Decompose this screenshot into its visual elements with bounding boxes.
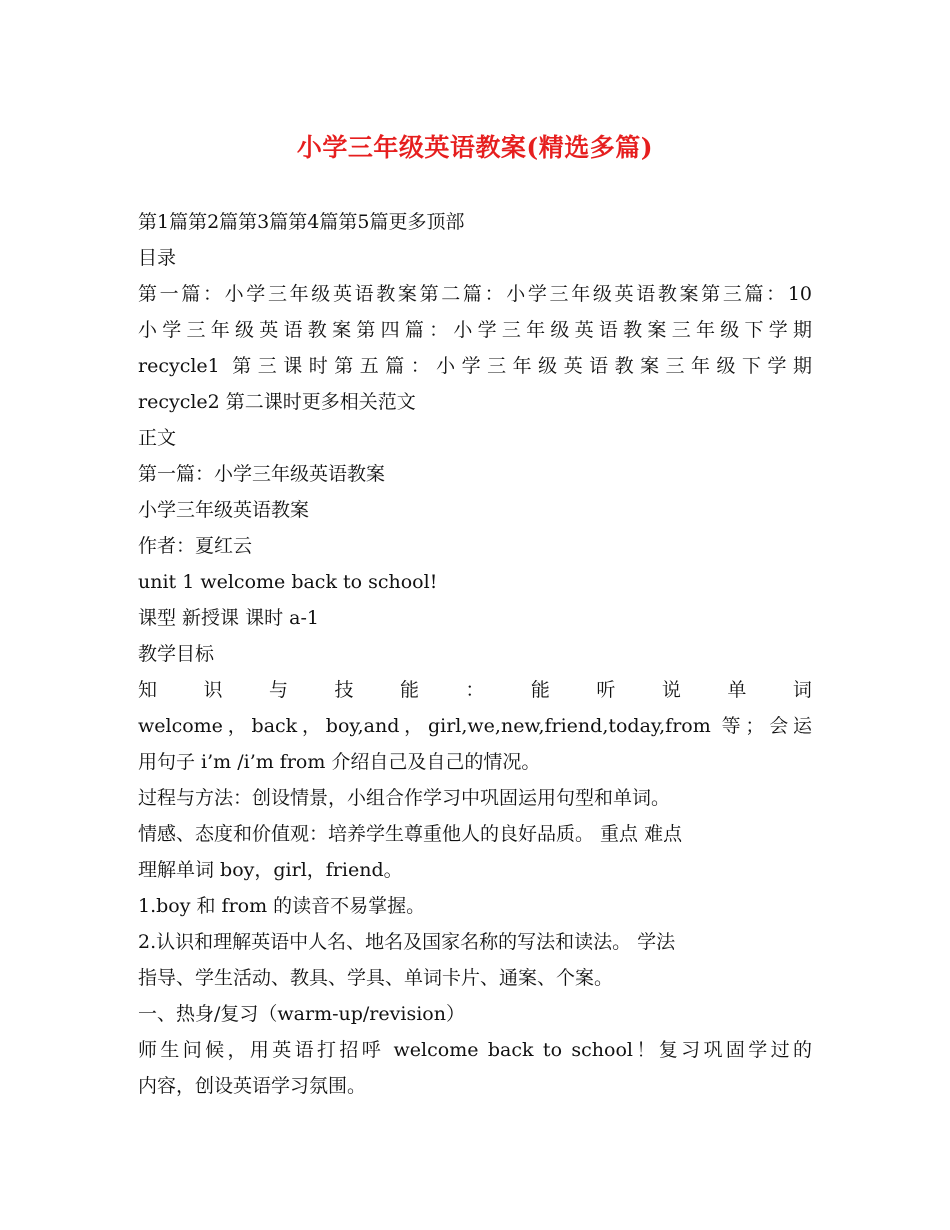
lesson-type: 课型 新授课 课时 a-1: [138, 607, 319, 629]
objectives-heading: 教学目标: [138, 643, 215, 665]
toc-line: 小学三年级英语教案第四篇：小学三年级英语教案三年级下学期: [138, 319, 812, 341]
body-heading: 正文: [138, 427, 177, 449]
toc-line: recycle1 第三课时第五篇：小学三年级英语教案三年级下学期: [138, 355, 812, 377]
sentence-line: 用句子 i’m /i’m from 介绍自己及自己的情况。: [138, 751, 541, 773]
process-method-line: 过程与方法：创设情景，小组合作学习中巩固运用句型和单词。: [138, 787, 671, 809]
spread-char: 知: [138, 679, 158, 701]
spread-char: 与: [268, 679, 288, 701]
document-body: [138, 204, 812, 1104]
difficulty-line-1: 1.boy 和 from 的读音不易掌握。: [138, 895, 426, 917]
spread-char: 词: [792, 679, 812, 701]
warmup-text: 师生问候，用英语打招呼 welcome back to school！复习巩固学过的: [138, 1039, 812, 1061]
spread-char: 技: [334, 679, 354, 701]
vocabulary-line: welcome，back，boy,and，girl,we,new,friend,today,from 等；会运: [138, 715, 812, 737]
unit-title: unit 1 welcome back to school!: [138, 571, 438, 593]
study-method-line: 指导、学生活动、教具、学具、单词卡片、通案、个案。: [138, 967, 614, 989]
chapter-links: 第1篇第2篇第3篇第4篇第5篇更多顶部: [138, 211, 465, 233]
spread-char: 能: [530, 679, 550, 701]
spread-char: 识: [203, 679, 223, 701]
lesson-title: 小学三年级英语教案: [138, 499, 310, 521]
document-title: 小学三年级英语教案(精选多篇): [296, 133, 654, 162]
spread-char: 单: [727, 679, 747, 701]
author-line: 作者：夏红云: [138, 535, 253, 557]
warmup-heading: 一、热身/复习（warm-up/revision）: [138, 1003, 465, 1025]
section-heading: 第一篇：小学三年级英语教案: [138, 463, 386, 485]
spread-char: 能: [399, 679, 419, 701]
key-point-line: 理解单词 boy，girl，friend。: [138, 859, 403, 881]
spread-char: 说: [661, 679, 681, 701]
toc-heading: 目录: [138, 247, 177, 269]
spread-char: ：: [465, 679, 485, 701]
spread-char: 听: [596, 679, 616, 701]
knowledge-skills-line: [138, 672, 812, 708]
difficulty-line-2: 2.认识和理解英语中人名、地名及国家名称的写法和读法。 学法: [138, 931, 676, 953]
toc-line: 第一篇：小学三年级英语教案第二篇：小学三年级英语教案第三篇：10: [138, 283, 812, 305]
warmup-text: 内容，创设英语学习氛围。: [138, 1075, 367, 1097]
attitude-line: 情感、态度和价值观：培养学生尊重他人的良好品质。 重点 难点: [138, 823, 683, 845]
toc-line: recycle2 第二课时更多相关范文: [138, 391, 416, 413]
